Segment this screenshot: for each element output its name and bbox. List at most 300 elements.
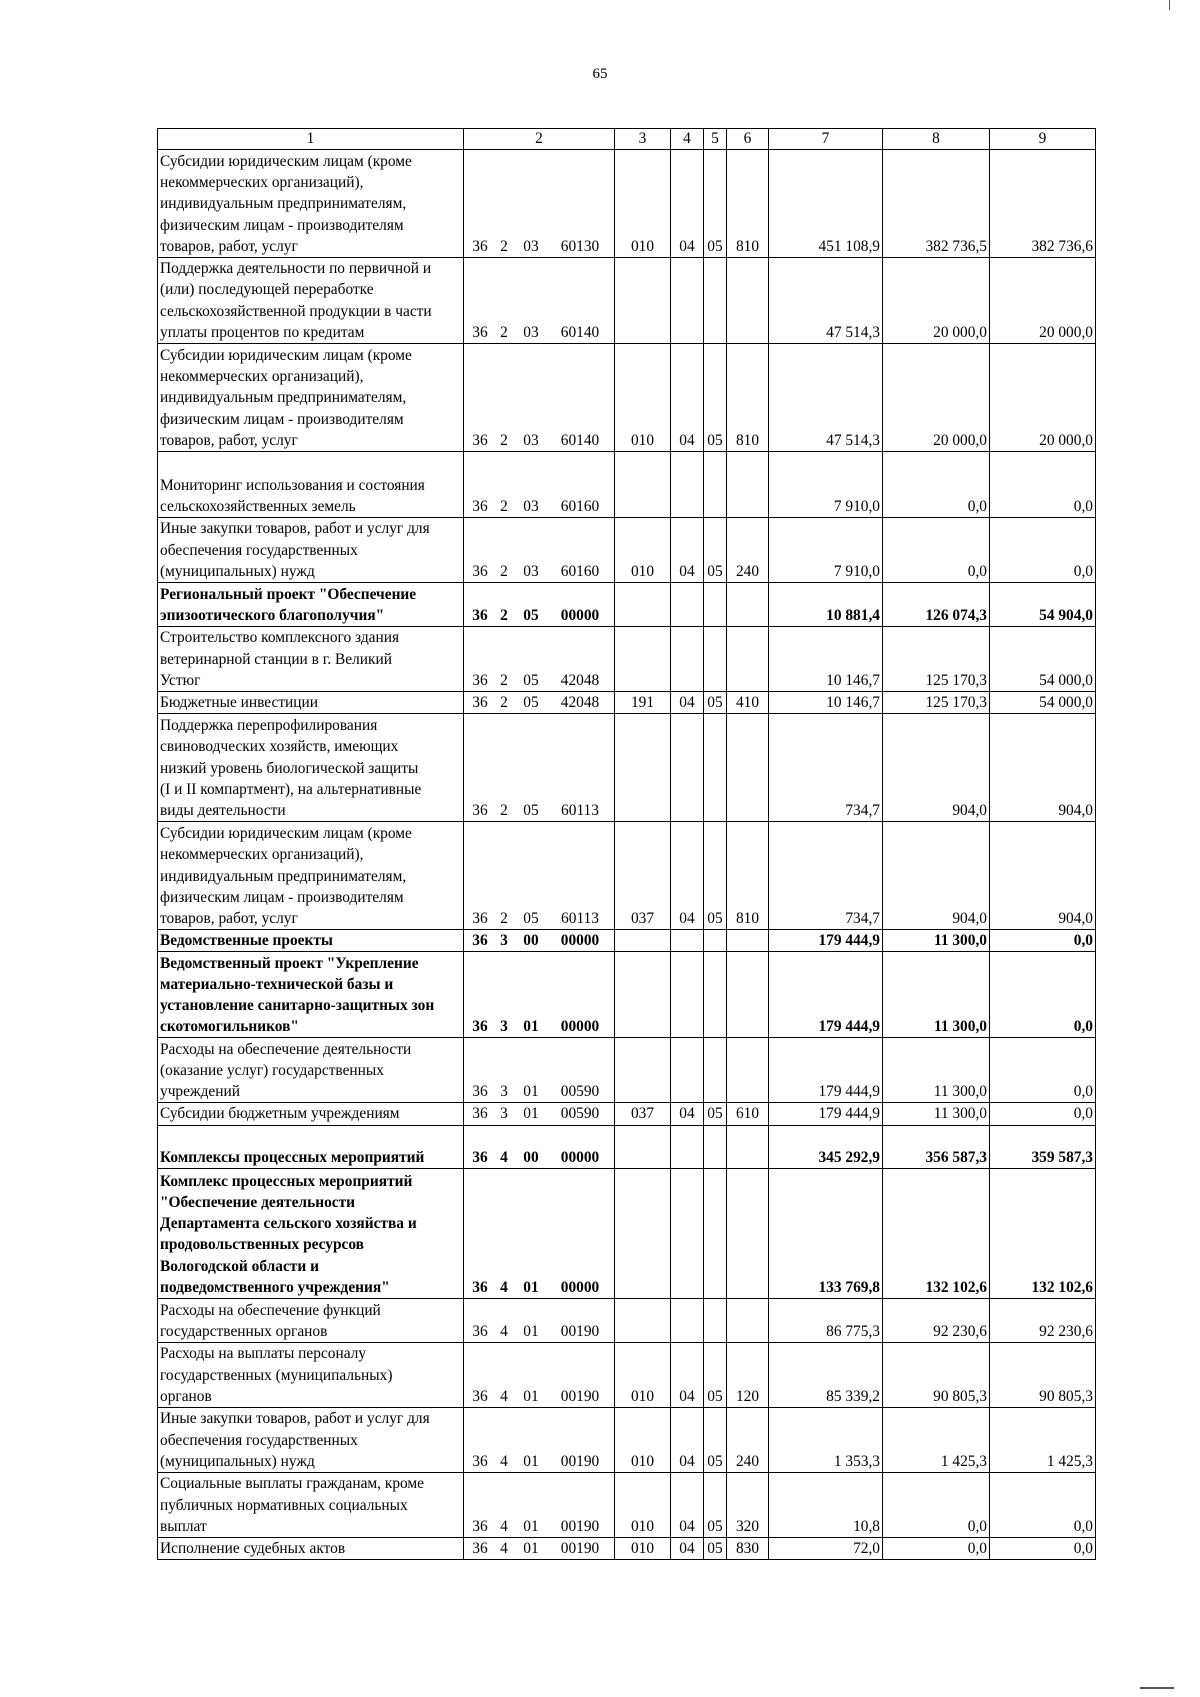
row-value-7: 345 292,9 <box>769 1125 883 1168</box>
row-col-4: 04 <box>671 518 704 583</box>
row-col-6: 240 <box>727 518 769 583</box>
row-col-6: 410 <box>727 692 769 714</box>
header-cell-3: 3 <box>615 129 671 150</box>
row-col-4 <box>671 1299 704 1343</box>
row-code-cell <box>464 1169 615 1299</box>
row-col-5: 05 <box>704 1103 727 1125</box>
row-col-5: 05 <box>704 1343 727 1408</box>
scan-mark <box>1169 0 1170 10</box>
row-name: Региональный проект "Обеспечение эпизоотического благополучия" <box>158 583 464 627</box>
row-col-3 <box>615 258 671 344</box>
row-code-cell <box>464 692 615 714</box>
row-value-8: 11 300,0 <box>883 1103 990 1125</box>
row-code-part: 00190 <box>560 1540 600 1558</box>
row-code-part: 2 <box>500 671 508 689</box>
row-value-9: 904,0 <box>990 822 1096 930</box>
row-code-cell <box>464 627 615 692</box>
row-code-part: 36 <box>472 910 488 927</box>
row-code-part: 36 <box>472 606 488 624</box>
row-code-part: 2 <box>500 497 508 515</box>
header-cell-6: 6 <box>727 129 769 150</box>
scan-mark <box>1140 1687 1174 1689</box>
header-cell-9: 9 <box>990 129 1096 150</box>
row-code-part: 3 <box>500 1105 508 1123</box>
row-name: Ведомственные проекты <box>158 930 464 952</box>
row-code-part: 03 <box>523 323 539 341</box>
row-code-cell <box>464 1125 615 1168</box>
row-code-part: 36 <box>472 1105 488 1123</box>
row-code-part: 01 <box>523 1105 539 1123</box>
row-code-cell <box>464 518 615 583</box>
row-code-part: 03 <box>523 497 539 515</box>
row-col-6: 830 <box>727 1538 769 1560</box>
row-col-5 <box>704 1169 727 1299</box>
row-code-part: 42048 <box>560 671 600 689</box>
row-col-6 <box>727 952 769 1038</box>
row-col-6 <box>727 1169 769 1299</box>
row-col-6 <box>727 627 769 692</box>
row-name: Субсидии юридическим лицам (кроме некоммерческих организаций), индивидуальным предпринимателям, физическим лицам - производителям товаров, работ, услуг <box>158 822 464 930</box>
row-code-part: 01 <box>523 1083 539 1101</box>
row-code-part: 4 <box>500 1387 508 1405</box>
table-row <box>158 1038 1096 1103</box>
row-code-part: 00000 <box>560 932 600 950</box>
row-name: Иные закупки товаров, работ и услуг для обеспечения государственных (муниципальных) нужд <box>158 1408 464 1473</box>
row-col-5 <box>704 452 727 518</box>
row-col-3: 191 <box>615 692 671 714</box>
row-col-5: 05 <box>704 518 727 583</box>
row-code-cell <box>464 952 615 1038</box>
row-code-part: 36 <box>472 562 488 580</box>
row-code-part: 36 <box>472 497 488 515</box>
row-col-6 <box>727 583 769 627</box>
row-value-8: 20 000,0 <box>883 344 990 452</box>
row-col-4 <box>671 1125 704 1168</box>
row-col-4 <box>671 583 704 627</box>
row-value-7: 85 339,2 <box>769 1343 883 1408</box>
row-code-part: 36 <box>472 1387 488 1405</box>
row-code-part: 36 <box>472 694 488 711</box>
row-value-7: 734,7 <box>769 822 883 930</box>
row-value-8: 11 300,0 <box>883 930 990 952</box>
row-code-cell <box>464 150 615 258</box>
row-col-5: 05 <box>704 1538 727 1560</box>
row-col-6: 810 <box>727 344 769 452</box>
row-code-part: 36 <box>472 323 488 341</box>
row-code-part: 2 <box>500 694 508 711</box>
row-value-9: 0,0 <box>990 452 1096 518</box>
row-value-7: 179 444,9 <box>769 930 883 952</box>
row-code-part: 00 <box>523 1148 539 1166</box>
budget-table <box>157 128 1096 1560</box>
row-code-part: 36 <box>472 237 488 255</box>
row-col-5 <box>704 1125 727 1168</box>
row-code-part: 4 <box>500 1278 508 1296</box>
row-col-4: 04 <box>671 1473 704 1538</box>
row-code-part: 36 <box>472 671 488 689</box>
table-row <box>158 1408 1096 1473</box>
row-col-4: 04 <box>671 344 704 452</box>
row-col-3: 037 <box>615 822 671 930</box>
row-value-9: 0,0 <box>990 952 1096 1038</box>
row-col-6: 120 <box>727 1343 769 1408</box>
row-col-5 <box>704 1038 727 1103</box>
row-value-8: 0,0 <box>883 452 990 518</box>
row-code-part: 36 <box>472 1322 488 1340</box>
row-value-7: 179 444,9 <box>769 952 883 1038</box>
row-code-part: 2 <box>500 802 508 819</box>
row-col-6 <box>727 930 769 952</box>
row-col-3: 010 <box>615 344 671 452</box>
row-value-9: 54 000,0 <box>990 627 1096 692</box>
row-value-7: 10,8 <box>769 1473 883 1538</box>
row-col-3 <box>615 930 671 952</box>
row-value-8: 125 170,3 <box>883 627 990 692</box>
row-value-9: 382 736,6 <box>990 150 1096 258</box>
row-value-9: 0,0 <box>990 1103 1096 1125</box>
row-code-part: 05 <box>523 671 539 689</box>
row-code-part: 36 <box>472 431 488 449</box>
row-code-part: 05 <box>523 910 539 927</box>
row-code-cell <box>464 1038 615 1103</box>
row-code-part: 3 <box>500 1018 508 1036</box>
row-col-4 <box>671 1038 704 1103</box>
row-code-part: 00590 <box>560 1105 600 1123</box>
row-value-9: 20 000,0 <box>990 258 1096 344</box>
header-cell-8: 8 <box>883 129 990 150</box>
row-value-9: 0,0 <box>990 930 1096 952</box>
row-col-4 <box>671 452 704 518</box>
row-col-5 <box>704 714 727 822</box>
row-name: Комплексы процессных мероприятий <box>158 1125 464 1168</box>
row-value-7: 179 444,9 <box>769 1103 883 1125</box>
row-code-cell <box>464 822 615 930</box>
row-code-part: 36 <box>472 1278 488 1296</box>
row-code-part: 03 <box>523 431 539 449</box>
row-value-8: 20 000,0 <box>883 258 990 344</box>
row-value-9: 54 000,0 <box>990 692 1096 714</box>
row-value-9: 0,0 <box>990 1473 1096 1538</box>
row-code-part: 60140 <box>560 431 600 449</box>
table-row <box>158 1125 1096 1168</box>
row-col-3 <box>615 1299 671 1343</box>
row-code-cell <box>464 1473 615 1538</box>
row-value-7: 1 353,3 <box>769 1408 883 1473</box>
row-code-part: 60130 <box>560 237 600 255</box>
row-value-8: 356 587,3 <box>883 1125 990 1168</box>
row-value-7: 10 881,4 <box>769 583 883 627</box>
row-col-5 <box>704 583 727 627</box>
row-col-3 <box>615 1125 671 1168</box>
row-code-part: 05 <box>523 606 539 624</box>
row-code-part: 36 <box>472 1452 488 1470</box>
row-code-part: 60113 <box>561 910 599 927</box>
row-code-part: 00190 <box>560 1452 600 1470</box>
row-code-cell <box>464 1299 615 1343</box>
row-col-4 <box>671 952 704 1038</box>
row-value-7: 86 775,3 <box>769 1299 883 1343</box>
row-col-6 <box>727 714 769 822</box>
table-row <box>158 258 1096 344</box>
row-col-5 <box>704 258 727 344</box>
row-value-7: 734,7 <box>769 714 883 822</box>
row-code-part: 60140 <box>560 323 600 341</box>
row-code-cell <box>464 1343 615 1408</box>
row-name: Субсидии бюджетным учреждениям <box>158 1103 464 1125</box>
row-name: Строительство комплексного здания ветеринарной станции в г. Великий Устюг <box>158 627 464 692</box>
row-value-9: 904,0 <box>990 714 1096 822</box>
table-row <box>158 1538 1096 1560</box>
row-col-5: 05 <box>704 822 727 930</box>
row-name: Расходы на обеспечение функций государственных органов <box>158 1299 464 1343</box>
row-name: Иные закупки товаров, работ и услуг для обеспечения государственных (муниципальных) нужд <box>158 518 464 583</box>
row-value-9: 92 230,6 <box>990 1299 1096 1343</box>
row-value-8: 11 300,0 <box>883 952 990 1038</box>
row-col-6 <box>727 1299 769 1343</box>
row-value-9: 0,0 <box>990 1538 1096 1560</box>
row-value-8: 0,0 <box>883 1473 990 1538</box>
row-name: Поддержка деятельности по первичной и (или) последующей переработке сельскохозяйственной продукции в части уплаты процентов по кредитам <box>158 258 464 344</box>
row-value-9: 132 102,6 <box>990 1169 1096 1299</box>
row-col-5: 05 <box>704 1473 727 1538</box>
row-code-part: 01 <box>523 1517 539 1535</box>
row-code-cell <box>464 583 615 627</box>
row-code-part: 36 <box>472 1517 488 1535</box>
row-col-6: 810 <box>727 150 769 258</box>
row-code-part: 2 <box>500 323 508 341</box>
table-row <box>158 518 1096 583</box>
row-code-part: 36 <box>472 1018 488 1036</box>
row-col-6: 810 <box>727 822 769 930</box>
row-code-part: 01 <box>523 1387 539 1405</box>
row-col-4 <box>671 627 704 692</box>
row-code-cell <box>464 1103 615 1125</box>
row-name: Расходы на выплаты персоналу государственных (муниципальных) органов <box>158 1343 464 1408</box>
row-col-4: 04 <box>671 1538 704 1560</box>
row-col-4 <box>671 1169 704 1299</box>
row-col-6: 320 <box>727 1473 769 1538</box>
row-code-part: 4 <box>500 1322 508 1340</box>
row-value-7: 47 514,3 <box>769 258 883 344</box>
row-col-3 <box>615 952 671 1038</box>
row-code-part: 3 <box>500 1083 508 1101</box>
row-col-6: 610 <box>727 1103 769 1125</box>
row-value-9: 0,0 <box>990 1038 1096 1103</box>
row-code-part: 4 <box>500 1517 508 1535</box>
row-code-cell <box>464 714 615 822</box>
table-row <box>158 692 1096 714</box>
row-code-part: 36 <box>472 932 488 950</box>
table-row <box>158 1299 1096 1343</box>
row-col-5 <box>704 627 727 692</box>
header-cell-1: 1 <box>158 129 464 150</box>
page-number: 65 <box>592 66 608 82</box>
table-row <box>158 1169 1096 1299</box>
row-code-part: 01 <box>523 1540 539 1558</box>
table-row <box>158 714 1096 822</box>
row-value-8: 125 170,3 <box>883 692 990 714</box>
row-name: Мониторинг использования и состояния сельскохозяйственных земель <box>158 452 464 518</box>
row-col-4: 04 <box>671 150 704 258</box>
row-code-part: 2 <box>500 431 508 449</box>
row-col-5 <box>704 1299 727 1343</box>
row-col-4: 04 <box>671 692 704 714</box>
row-col-3: 037 <box>615 1103 671 1125</box>
row-code-part: 60113 <box>561 802 599 819</box>
row-col-3: 010 <box>615 150 671 258</box>
row-code-part: 01 <box>523 1278 539 1296</box>
row-code-part: 60160 <box>560 497 600 515</box>
row-col-4: 04 <box>671 1103 704 1125</box>
row-value-8: 904,0 <box>883 714 990 822</box>
row-code-part: 00000 <box>560 606 600 624</box>
row-value-7: 47 514,3 <box>769 344 883 452</box>
row-code-part: 36 <box>472 802 488 819</box>
row-code-part: 00590 <box>560 1083 600 1101</box>
row-value-8: 126 074,3 <box>883 583 990 627</box>
row-code-part: 00190 <box>560 1322 600 1340</box>
row-col-4: 04 <box>671 822 704 930</box>
row-value-9: 90 805,3 <box>990 1343 1096 1408</box>
row-value-8: 92 230,6 <box>883 1299 990 1343</box>
table-row <box>158 344 1096 452</box>
row-value-9: 54 904,0 <box>990 583 1096 627</box>
row-name: Субсидии юридическим лицам (кроме некоммерческих организаций), индивидуальным предпринимателям, физическим лицам - производителям товаров, работ, услуг <box>158 344 464 452</box>
table-row <box>158 1343 1096 1408</box>
header-cell-7: 7 <box>769 129 883 150</box>
header-cell-4: 4 <box>671 129 704 150</box>
row-code-part: 4 <box>500 1540 508 1558</box>
row-col-3 <box>615 627 671 692</box>
row-code-part: 01 <box>523 1322 539 1340</box>
row-value-8: 1 425,3 <box>883 1408 990 1473</box>
row-code-part: 00000 <box>560 1018 600 1036</box>
row-col-3 <box>615 714 671 822</box>
row-code-part: 05 <box>523 694 539 711</box>
row-value-9: 1 425,3 <box>990 1408 1096 1473</box>
row-code-part: 00190 <box>560 1387 600 1405</box>
row-code-part: 05 <box>523 802 539 819</box>
row-col-6 <box>727 1038 769 1103</box>
row-col-5: 05 <box>704 1408 727 1473</box>
row-col-6 <box>727 1125 769 1168</box>
row-col-5: 05 <box>704 150 727 258</box>
row-value-9: 20 000,0 <box>990 344 1096 452</box>
row-col-6 <box>727 258 769 344</box>
table-row <box>158 1473 1096 1538</box>
row-code-part: 36 <box>472 1148 488 1166</box>
row-value-8: 132 102,6 <box>883 1169 990 1299</box>
row-code-part: 4 <box>500 1148 508 1166</box>
row-code-part: 4 <box>500 1452 508 1470</box>
table-row <box>158 930 1096 952</box>
row-col-3: 010 <box>615 1538 671 1560</box>
row-code-cell <box>464 930 615 952</box>
row-value-8: 90 805,3 <box>883 1343 990 1408</box>
row-col-3 <box>615 452 671 518</box>
row-name: Субсидии юридическим лицам (кроме некоммерческих организаций), индивидуальным предпринимателям, физическим лицам - производителям товаров, работ, услуг <box>158 150 464 258</box>
table-row <box>158 1103 1096 1125</box>
row-code-part: 2 <box>500 606 508 624</box>
table-header-row <box>158 129 1096 150</box>
row-code-part: 42048 <box>560 694 600 711</box>
row-code-cell <box>464 344 615 452</box>
row-value-7: 179 444,9 <box>769 1038 883 1103</box>
row-code-part: 2 <box>500 237 508 255</box>
row-code-part: 00000 <box>560 1148 600 1166</box>
table-row <box>158 627 1096 692</box>
row-value-8: 0,0 <box>883 1538 990 1560</box>
row-value-7: 133 769,8 <box>769 1169 883 1299</box>
row-value-7: 10 146,7 <box>769 692 883 714</box>
row-col-5 <box>704 930 727 952</box>
row-code-part: 3 <box>500 932 508 950</box>
row-value-8: 0,0 <box>883 518 990 583</box>
row-name: Комплекс процессных мероприятий "Обеспечение деятельности Департамента сельского хозяйства и продовольственных ресурсов Вологодской области и подведомственного учреждения" <box>158 1169 464 1299</box>
row-name: Исполнение судебных актов <box>158 1538 464 1560</box>
row-code-part: 01 <box>523 1452 539 1470</box>
row-value-7: 7 910,0 <box>769 518 883 583</box>
table-row <box>158 452 1096 518</box>
row-col-3: 010 <box>615 1408 671 1473</box>
row-col-5 <box>704 952 727 1038</box>
row-code-part: 00190 <box>560 1517 600 1535</box>
row-col-6 <box>727 452 769 518</box>
row-name: Ведомственный проект "Укрепление материально-технической базы и установление санитарно-защитных зон скотомогильников" <box>158 952 464 1038</box>
row-code-part: 00 <box>523 932 539 950</box>
row-col-4 <box>671 714 704 822</box>
row-value-7: 451 108,9 <box>769 150 883 258</box>
row-col-3 <box>615 1169 671 1299</box>
row-name: Поддержка перепрофилирования свиноводческих хозяйств, имеющих низкий уровень биологической защиты (I и II компартмент), на альтернативные виды деятельности <box>158 714 464 822</box>
row-name: Расходы на обеспечение деятельности (оказание услуг) государственных учреждений <box>158 1038 464 1103</box>
row-code-part: 36 <box>472 1083 488 1101</box>
row-code-cell <box>464 452 615 518</box>
row-col-4: 04 <box>671 1408 704 1473</box>
row-col-3: 010 <box>615 518 671 583</box>
row-col-3 <box>615 1038 671 1103</box>
table-row <box>158 150 1096 258</box>
row-code-cell <box>464 1538 615 1560</box>
row-name: Социальные выплаты гражданам, кроме публичных нормативных социальных выплат <box>158 1473 464 1538</box>
row-value-9: 359 587,3 <box>990 1125 1096 1168</box>
row-col-3: 010 <box>615 1473 671 1538</box>
row-col-4: 04 <box>671 1343 704 1408</box>
row-code-part: 2 <box>500 910 508 927</box>
table-row <box>158 952 1096 1038</box>
row-code-part: 36 <box>472 1540 488 1558</box>
row-value-7: 10 146,7 <box>769 627 883 692</box>
row-code-part: 03 <box>523 562 539 580</box>
row-code-part: 60160 <box>560 562 600 580</box>
row-code-part: 03 <box>523 237 539 255</box>
row-code-part: 01 <box>523 1018 539 1036</box>
row-value-9: 0,0 <box>990 518 1096 583</box>
row-col-4 <box>671 930 704 952</box>
header-cell-5: 5 <box>704 129 727 150</box>
row-code-cell <box>464 1408 615 1473</box>
row-code-cell <box>464 258 615 344</box>
row-value-8: 11 300,0 <box>883 1038 990 1103</box>
row-value-8: 904,0 <box>883 822 990 930</box>
row-col-3: 010 <box>615 1343 671 1408</box>
row-code-part: 2 <box>500 562 508 580</box>
row-value-8: 382 736,5 <box>883 150 990 258</box>
row-name: Бюджетные инвестиции <box>158 692 464 714</box>
row-value-7: 7 910,0 <box>769 452 883 518</box>
row-col-5: 05 <box>704 692 727 714</box>
row-code-part: 00000 <box>560 1278 600 1296</box>
